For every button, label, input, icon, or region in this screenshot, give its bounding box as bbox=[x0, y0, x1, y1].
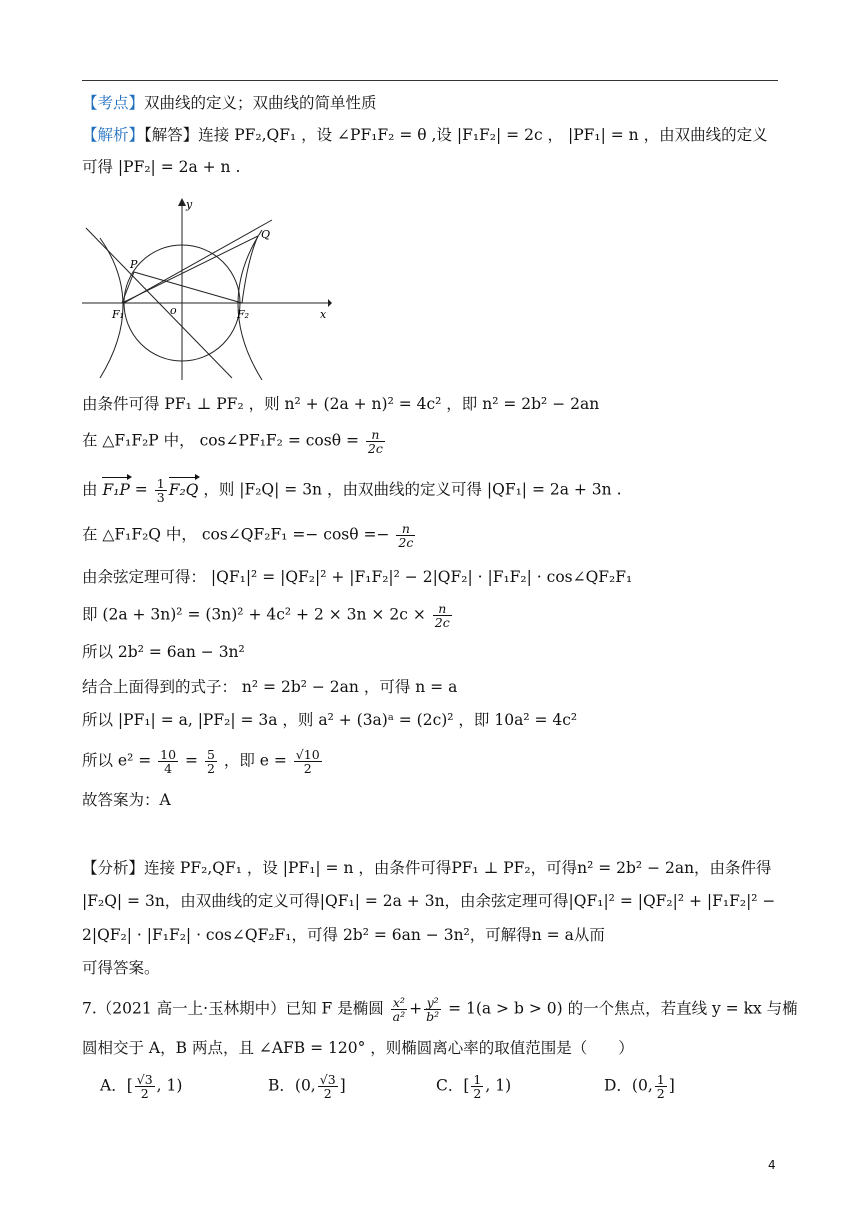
question-line-1 bbox=[82, 996, 798, 1023]
choice-b-frac bbox=[318, 1073, 338, 1100]
jiexi-text-1: 【解答】连接 PF₂,QF₁ ，设 ∠PF₁F₂ = θ ,设 |F₁F₂| = 2c ， |PF₁| = n ，由双曲线的定义 bbox=[144, 126, 768, 144]
label-f2: F₂ bbox=[237, 308, 250, 321]
frac-num: 10 bbox=[160, 747, 177, 762]
choice-d-frac bbox=[655, 1073, 667, 1100]
jiexi-line-1 bbox=[82, 124, 768, 146]
frac-num: √3 bbox=[319, 1072, 336, 1087]
label-p: P bbox=[130, 258, 138, 271]
step-10 bbox=[82, 748, 324, 775]
choice-d-label: D．(0, bbox=[604, 1076, 653, 1095]
frac-den: 2 bbox=[473, 1086, 482, 1101]
step-11: 故答案为：A bbox=[82, 791, 171, 809]
hyperbola-right-branch bbox=[238, 230, 262, 380]
step-10-eq: = bbox=[185, 751, 199, 770]
frac-den: 2 bbox=[140, 1086, 149, 1101]
frac-den: 2 bbox=[656, 1086, 665, 1101]
choice-d-post: ] bbox=[668, 1076, 675, 1095]
frac-den: 2 bbox=[303, 761, 312, 776]
frac-num: √10 bbox=[295, 747, 320, 762]
choice-a-post: , 1) bbox=[156, 1076, 183, 1095]
step-3-fraction bbox=[155, 477, 167, 504]
line-f2-q bbox=[242, 236, 258, 303]
step-2 bbox=[82, 428, 387, 455]
line-p-f2 bbox=[134, 272, 242, 303]
choice-b-post: ] bbox=[339, 1076, 346, 1095]
step-1: 由条件可得 PF₁ ⊥ PF₂ ，则 n² + (2a + n)² = 4c² ，即 n² = 2b² − 2an bbox=[82, 395, 600, 413]
jiexi-line-2: 可得 |PF₂| = 2a + n . bbox=[82, 158, 241, 176]
frac-den: 3 bbox=[156, 490, 165, 505]
vector-f2q: F₂Q bbox=[168, 480, 199, 499]
step-7: 所以 2b² = 6an − 3n² bbox=[82, 643, 245, 661]
choice-c-frac bbox=[471, 1073, 483, 1100]
choice-a-frac bbox=[135, 1073, 155, 1100]
step-4-text: 在 △F₁F₂Q 中， cos∠QF₂F₁ =− cosθ =− bbox=[82, 525, 390, 544]
choice-a[interactable] bbox=[100, 1073, 182, 1100]
step-9: 所以 |PF₁| = a, |PF₂| = 3a ，则 a² + (3a)ᵃ = (2c)² ，即 10a² = 4c² bbox=[82, 711, 578, 729]
choice-b-label: B．(0, bbox=[268, 1076, 316, 1095]
step-6 bbox=[82, 602, 454, 629]
step-4-fraction bbox=[396, 522, 415, 549]
question-line-2: 圆相交于 A，B 两点，且 ∠AFB = 120° ，则椭圆离心率的取值范围是（ ） bbox=[82, 1039, 634, 1057]
frac-num: √3 bbox=[136, 1072, 153, 1087]
y-axis-arrow bbox=[178, 198, 186, 206]
frac-num: 1 bbox=[656, 1072, 665, 1087]
step-6-fraction bbox=[433, 602, 452, 629]
question-frac-x bbox=[391, 996, 407, 1023]
vector-f1p: F₁P bbox=[102, 480, 130, 499]
question-frac-y bbox=[424, 996, 441, 1023]
fenxi-line-4: 可得答案。 bbox=[82, 959, 160, 977]
frac-den: a² bbox=[392, 1009, 406, 1024]
kaodian-tag: 【考点】 bbox=[82, 94, 145, 112]
label-y: y bbox=[186, 198, 193, 211]
step-2-fraction bbox=[366, 428, 385, 455]
kaodian-text: 双曲线的定义；双曲线的简单性质 bbox=[144, 94, 377, 112]
frac-den: 2 bbox=[323, 1086, 332, 1101]
frac-den: 2c bbox=[367, 441, 383, 456]
header-rule bbox=[82, 80, 778, 81]
frac-num: 1 bbox=[156, 476, 165, 491]
step-6-text: 即 (2a + 3n)² = (3n)² + 4c² + 2 × 3n × 2c × bbox=[82, 605, 426, 624]
frac-den: 2 bbox=[206, 761, 215, 776]
frac-num: n bbox=[433, 602, 452, 616]
frac-num: n bbox=[366, 428, 385, 442]
frac-den: 2c bbox=[434, 615, 450, 630]
step-10-mid: ，即 e = bbox=[223, 751, 287, 770]
frac-num: n bbox=[396, 522, 415, 536]
page-number: 4 bbox=[768, 1158, 776, 1172]
jiexi-tag: 【解析】 bbox=[82, 126, 145, 144]
choice-d[interactable] bbox=[604, 1073, 675, 1100]
label-x: x bbox=[320, 308, 327, 321]
label-q: Q bbox=[261, 228, 271, 241]
choice-c[interactable] bbox=[436, 1073, 511, 1100]
frac-den: 4 bbox=[164, 761, 173, 776]
step-3-eq: = bbox=[134, 480, 148, 499]
step-3 bbox=[82, 477, 622, 504]
label-o: o bbox=[170, 304, 177, 317]
frac-den: b² bbox=[426, 1009, 440, 1024]
choice-c-post: , 1) bbox=[485, 1076, 512, 1095]
frac-num: 5 bbox=[206, 747, 215, 762]
frac-num: y² bbox=[424, 996, 441, 1010]
label-f1: F₁ bbox=[112, 308, 125, 321]
step-10-frac-2 bbox=[205, 748, 217, 775]
question-plus: + bbox=[409, 999, 423, 1018]
step-3-pre: 由 bbox=[82, 480, 98, 499]
kaodian-line bbox=[82, 92, 377, 114]
frac-den: 2c bbox=[398, 535, 414, 550]
choice-b[interactable] bbox=[268, 1073, 346, 1100]
step-10-frac-3 bbox=[294, 748, 322, 775]
choice-a-label: A．[ bbox=[100, 1076, 133, 1095]
question-post: = 1(a > b > 0) 的一个焦点，若直线 y = kx 与椭 bbox=[448, 999, 798, 1018]
frac-num: x² bbox=[391, 996, 407, 1010]
step-4 bbox=[82, 522, 417, 549]
choice-c-label: C．[ bbox=[436, 1076, 470, 1095]
hyperbola-figure bbox=[82, 198, 332, 380]
frac-num: 1 bbox=[473, 1072, 482, 1087]
step-3-post: ，则 |F₂Q| = 3n ，由双曲线的定义可得 |QF₁| = 2a + 3n . bbox=[203, 480, 622, 499]
x-axis-arrow bbox=[328, 299, 332, 307]
step-10-frac-1 bbox=[158, 748, 178, 775]
step-5: 由余弦定理可得： |QF₁|² = |QF₂|² + |F₁F₂|² − 2|QF₂| · |F₁F₂| · cos∠QF₂F₁ bbox=[82, 568, 633, 586]
question-pre: 7.（2021 高一上·玉林期中）已知 F 是椭圆 bbox=[82, 999, 384, 1018]
fenxi-line-3: 2|QF₂| · |F₁F₂| · cos∠QF₂F₁，可得 2b² = 6an − 3n²，可解得n = a从而 bbox=[82, 926, 605, 944]
fenxi-line-2: |F₂Q| = 3n，由双曲线的定义可得|QF₁| = 2a + 3n，由余弦定理可得|QF₁|² = |QF₂|² + |F₁F₂|² − bbox=[82, 892, 776, 910]
step-8: 结合上面得到的式子： n² = 2b² − 2an ，可得 n = a bbox=[82, 678, 458, 696]
step-2-text: 在 △F₁F₂P 中， cos∠PF₁F₂ = cosθ = bbox=[82, 431, 359, 450]
step-10-pre: 所以 e² = bbox=[82, 751, 152, 770]
fenxi-line-1: 【分析】连接 PF₂,QF₁ ，设 |PF₁| = n ，由条件可得PF₁ ⊥ PF₂，可得n² = 2b² − 2an，由条件得 bbox=[82, 859, 772, 877]
